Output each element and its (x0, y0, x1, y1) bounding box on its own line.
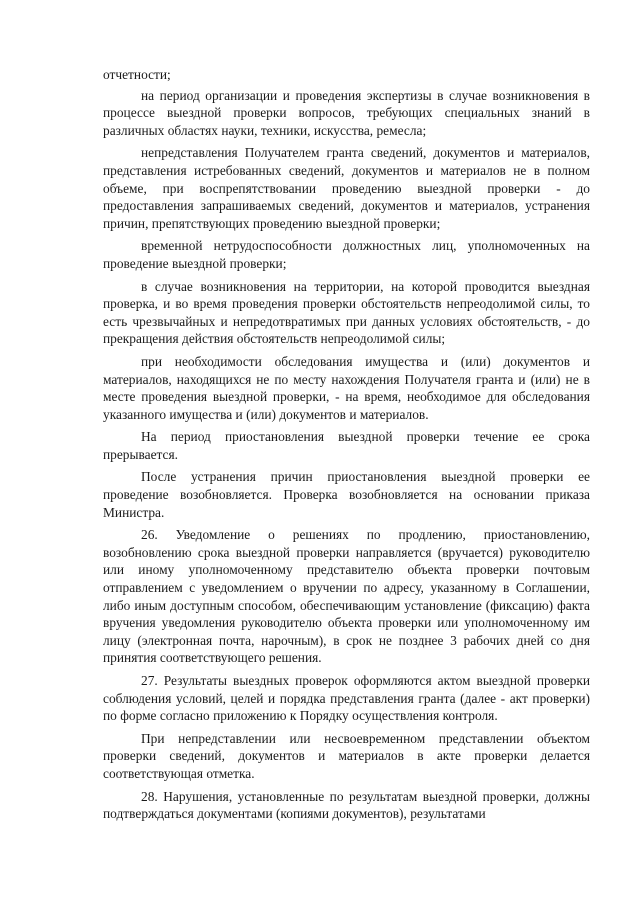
paragraph-clause-28: 28. Нарушения, установленные по результатам выездной проверки, должны подтверждаться документами (копиями документов), результатами (103, 788, 590, 822)
paragraph-reporting-end: отчетности; (103, 67, 171, 82)
paragraph-expertise-period: на период организации и проведения экспертизы в случае возникновения в процессе выездной проверки вопросов, требующих специальных знаний в различных областях науки, техники, искусства, ремесла; (103, 87, 590, 138)
paragraph-resumption: После устранения причин приостановления выездной проверки ее проведение возобновляется. Проверка возобновляется на основании приказа Министра. (103, 469, 590, 520)
paragraph-temporary-disability: временной нетрудоспособности должностных лиц, уполномоченных на проведение выездной проверки; (103, 238, 590, 271)
paragraph-property-inspection: при необходимости обследования имущества и (или) документов и материалов, находящихся не по месту нахождения Получателя гранта и (или) не в месте проведения выездной проверки, - на время, необходимое для обследования указанного имущества и (или) документов и материалов. (103, 353, 590, 422)
paragraph-non-submission-note: При непредставлении или несвоевременном представлении объектом проверки сведений, документов и материалов в акте проверки делается соответствующая отметка. (103, 730, 590, 781)
paragraph-suspension-term: На период приостановления выездной проверки течение ее срока прерывается. (103, 429, 590, 462)
paragraph-clause-27: 27. Результаты выездных проверок оформляются актом выездной проверки соблюдения условий, целей и порядка представления гранта (далее - акт проверки) по форме согласно приложению к Порядку осуществления контроля. (103, 673, 590, 724)
document-page (103, 66, 590, 828)
paragraph-non-submission: непредставления Получателем гранта сведений, документов и материалов, представления истребованных сведений, документов и материалов не в полном объеме, при воспрепятствовании проведению выездной проверки - до предоставления запрашиваемых сведений, документов и материалов, устранения причин, препятствующих проведению выездной проверки; (103, 145, 590, 231)
paragraph-force-majeure: в случае возникновения на территории, на которой проводится выездная проверка, и во время проведения проверки обстоятельств непреодолимой силы, то есть чрезвычайных и непредотвратимых при данных условиях обстоятельств, - до прекращения действия обстоятельств непреодолимой силы; (103, 278, 590, 347)
paragraph-clause-26: 26. Уведомление о решениях по продлению, приостановлению, возобновлению срока выездной проверки направляется (вручается) руководителю или иному уполномоченному представителю объекта проверки почтовым отправлением с уведомлением о вручении по адресу, указанному в Соглашении, либо иным доступным способом, обеспечивающим установление (фиксацию) факта вручения уведомления руководителю объекта проверки или уполномоченному им лицу (электронная почта, нарочным), в срок не позднее 3 рабочих дней со дня принятия соответствующего решения. (103, 527, 590, 666)
